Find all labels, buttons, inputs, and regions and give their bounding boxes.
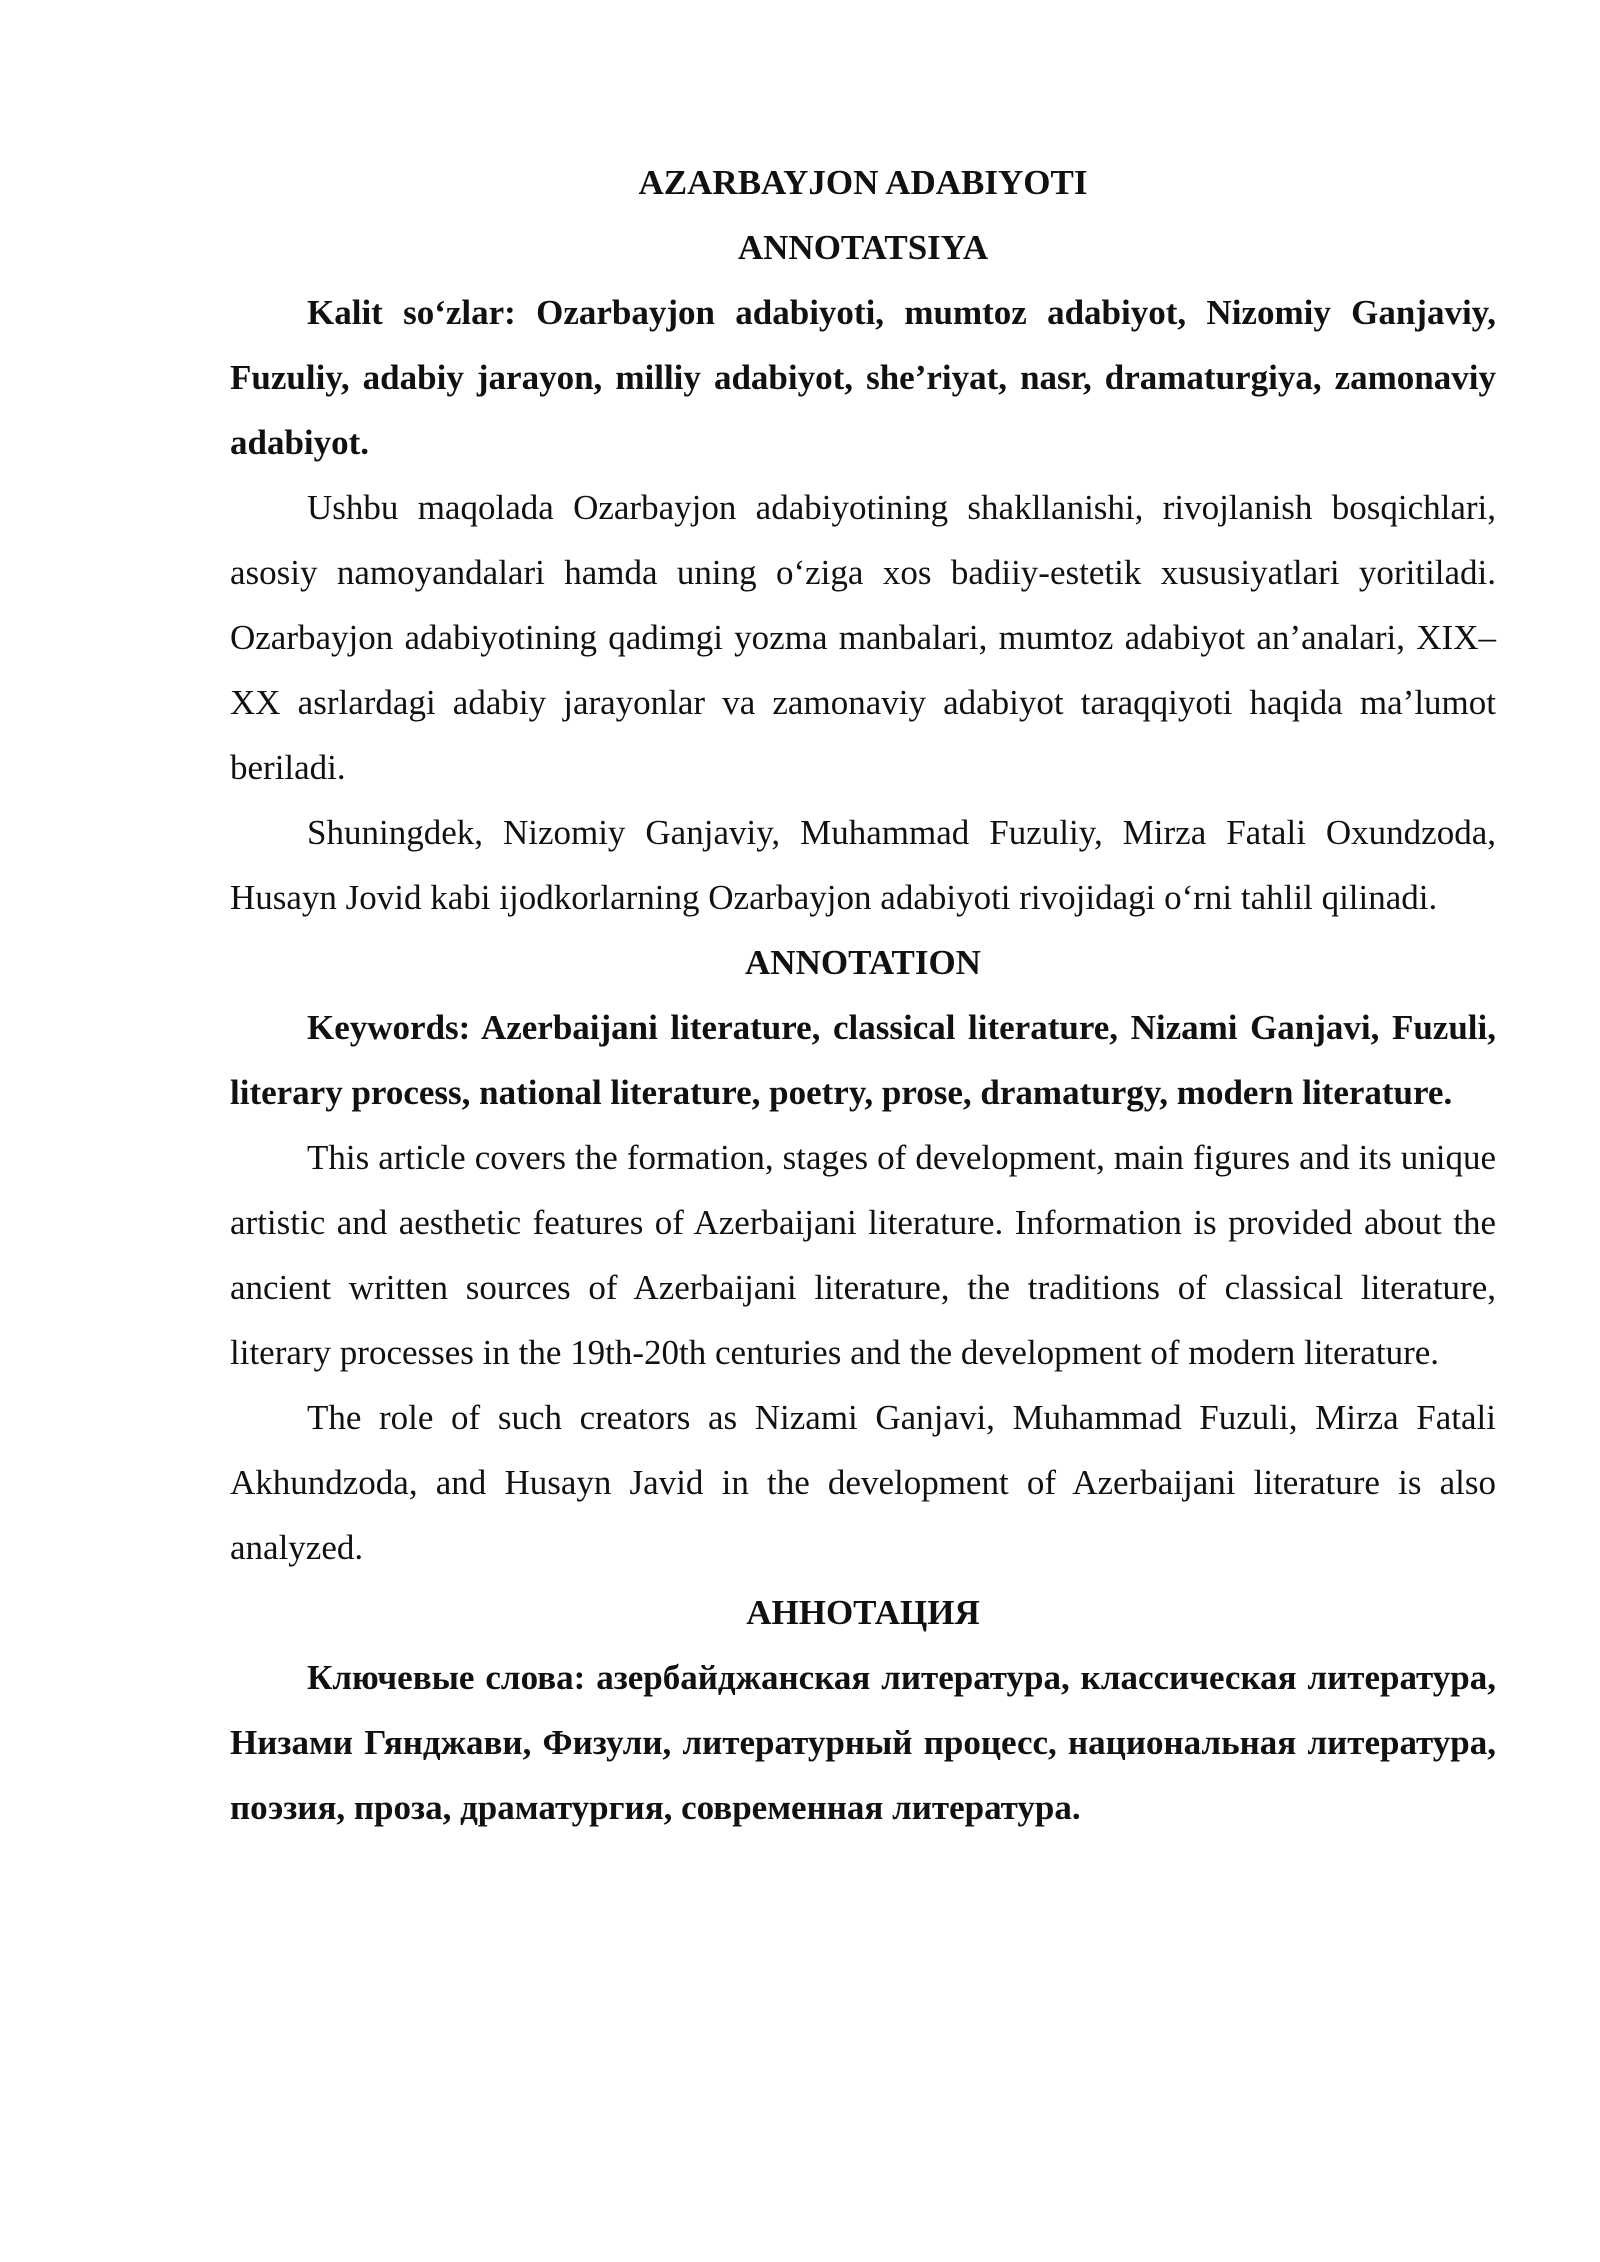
heading-annotatsiya: ANNOTATSIYA <box>737 228 989 267</box>
keywords-russian: Ключевые слова: азербайджанская литература, классическая литература, Низами Гянджави, Физули, литературный процесс, национальная литература, поэзия, проза, драматургия, современная литература. <box>230 1658 1496 1827</box>
document-title: AZARBAYJON ADABIYOTI <box>638 163 1088 202</box>
keywords-uzbek: Kalit so‘zlar: Ozarbayjon adabiyoti, mumtoz adabiyot, Nizomiy Ganjaviy, Fuzuliy, adabiy jarayon, milliy adabiyot, she’riyat, nasr, dramaturgiya, zamonaviy adabiyot. <box>230 293 1496 462</box>
abstract-uzbek-paragraph-2: Shuningdek, Nizomiy Ganjaviy, Muhammad Fuzuliy, Mirza Fatali Oxundzoda, Husayn Jovid kabi ijodkorlarning Ozarbayjon adabiyoti rivojidagi o‘rni tahlil qilinadi. <box>230 813 1496 917</box>
abstract-english-paragraph-2: The role of such creators as Nizami Ganjavi, Muhammad Fuzuli, Mirza Fatali Akhundzoda, and Husayn Javid in the development of Azerbaijani literature is also analyzed. <box>230 1398 1496 1567</box>
heading-annotatsiya-russian: АННОТАЦИЯ <box>746 1593 980 1632</box>
document-page <box>230 150 1496 1840</box>
keywords-english: Keywords: Azerbaijani literature, classical literature, Nizami Ganjavi, Fuzuli, literary process, national literature, poetry, prose, dramaturgy, modern literature. <box>230 1008 1496 1112</box>
abstract-uzbek-paragraph-1: Ushbu maqolada Ozarbayjon adabiyotining shakllanishi, rivojlanish bosqichlari, asosiy namoyandalari hamda uning o‘ziga xos badiiy-estetik xususiyatlari yoritiladi. Ozarbayjon adabiyotining qadimgi yozma manbalari, mumtoz adabiyot an’analari, XIX–XX asrlardagi adabiy jarayonlar va zamonaviy adabiyot taraqqiyoti haqida ma’lumot beriladi. <box>230 488 1496 787</box>
heading-annotation: ANNOTATION <box>745 943 981 982</box>
abstract-english-paragraph-1: This article covers the formation, stages of development, main figures and its unique artistic and aesthetic features of Azerbaijani literature. Information is provided about the ancient written sources of Azerbaijani literature, the traditions of classical literature, literary processes in the 19th-20th centuries and the development of modern literature. <box>230 1138 1496 1372</box>
